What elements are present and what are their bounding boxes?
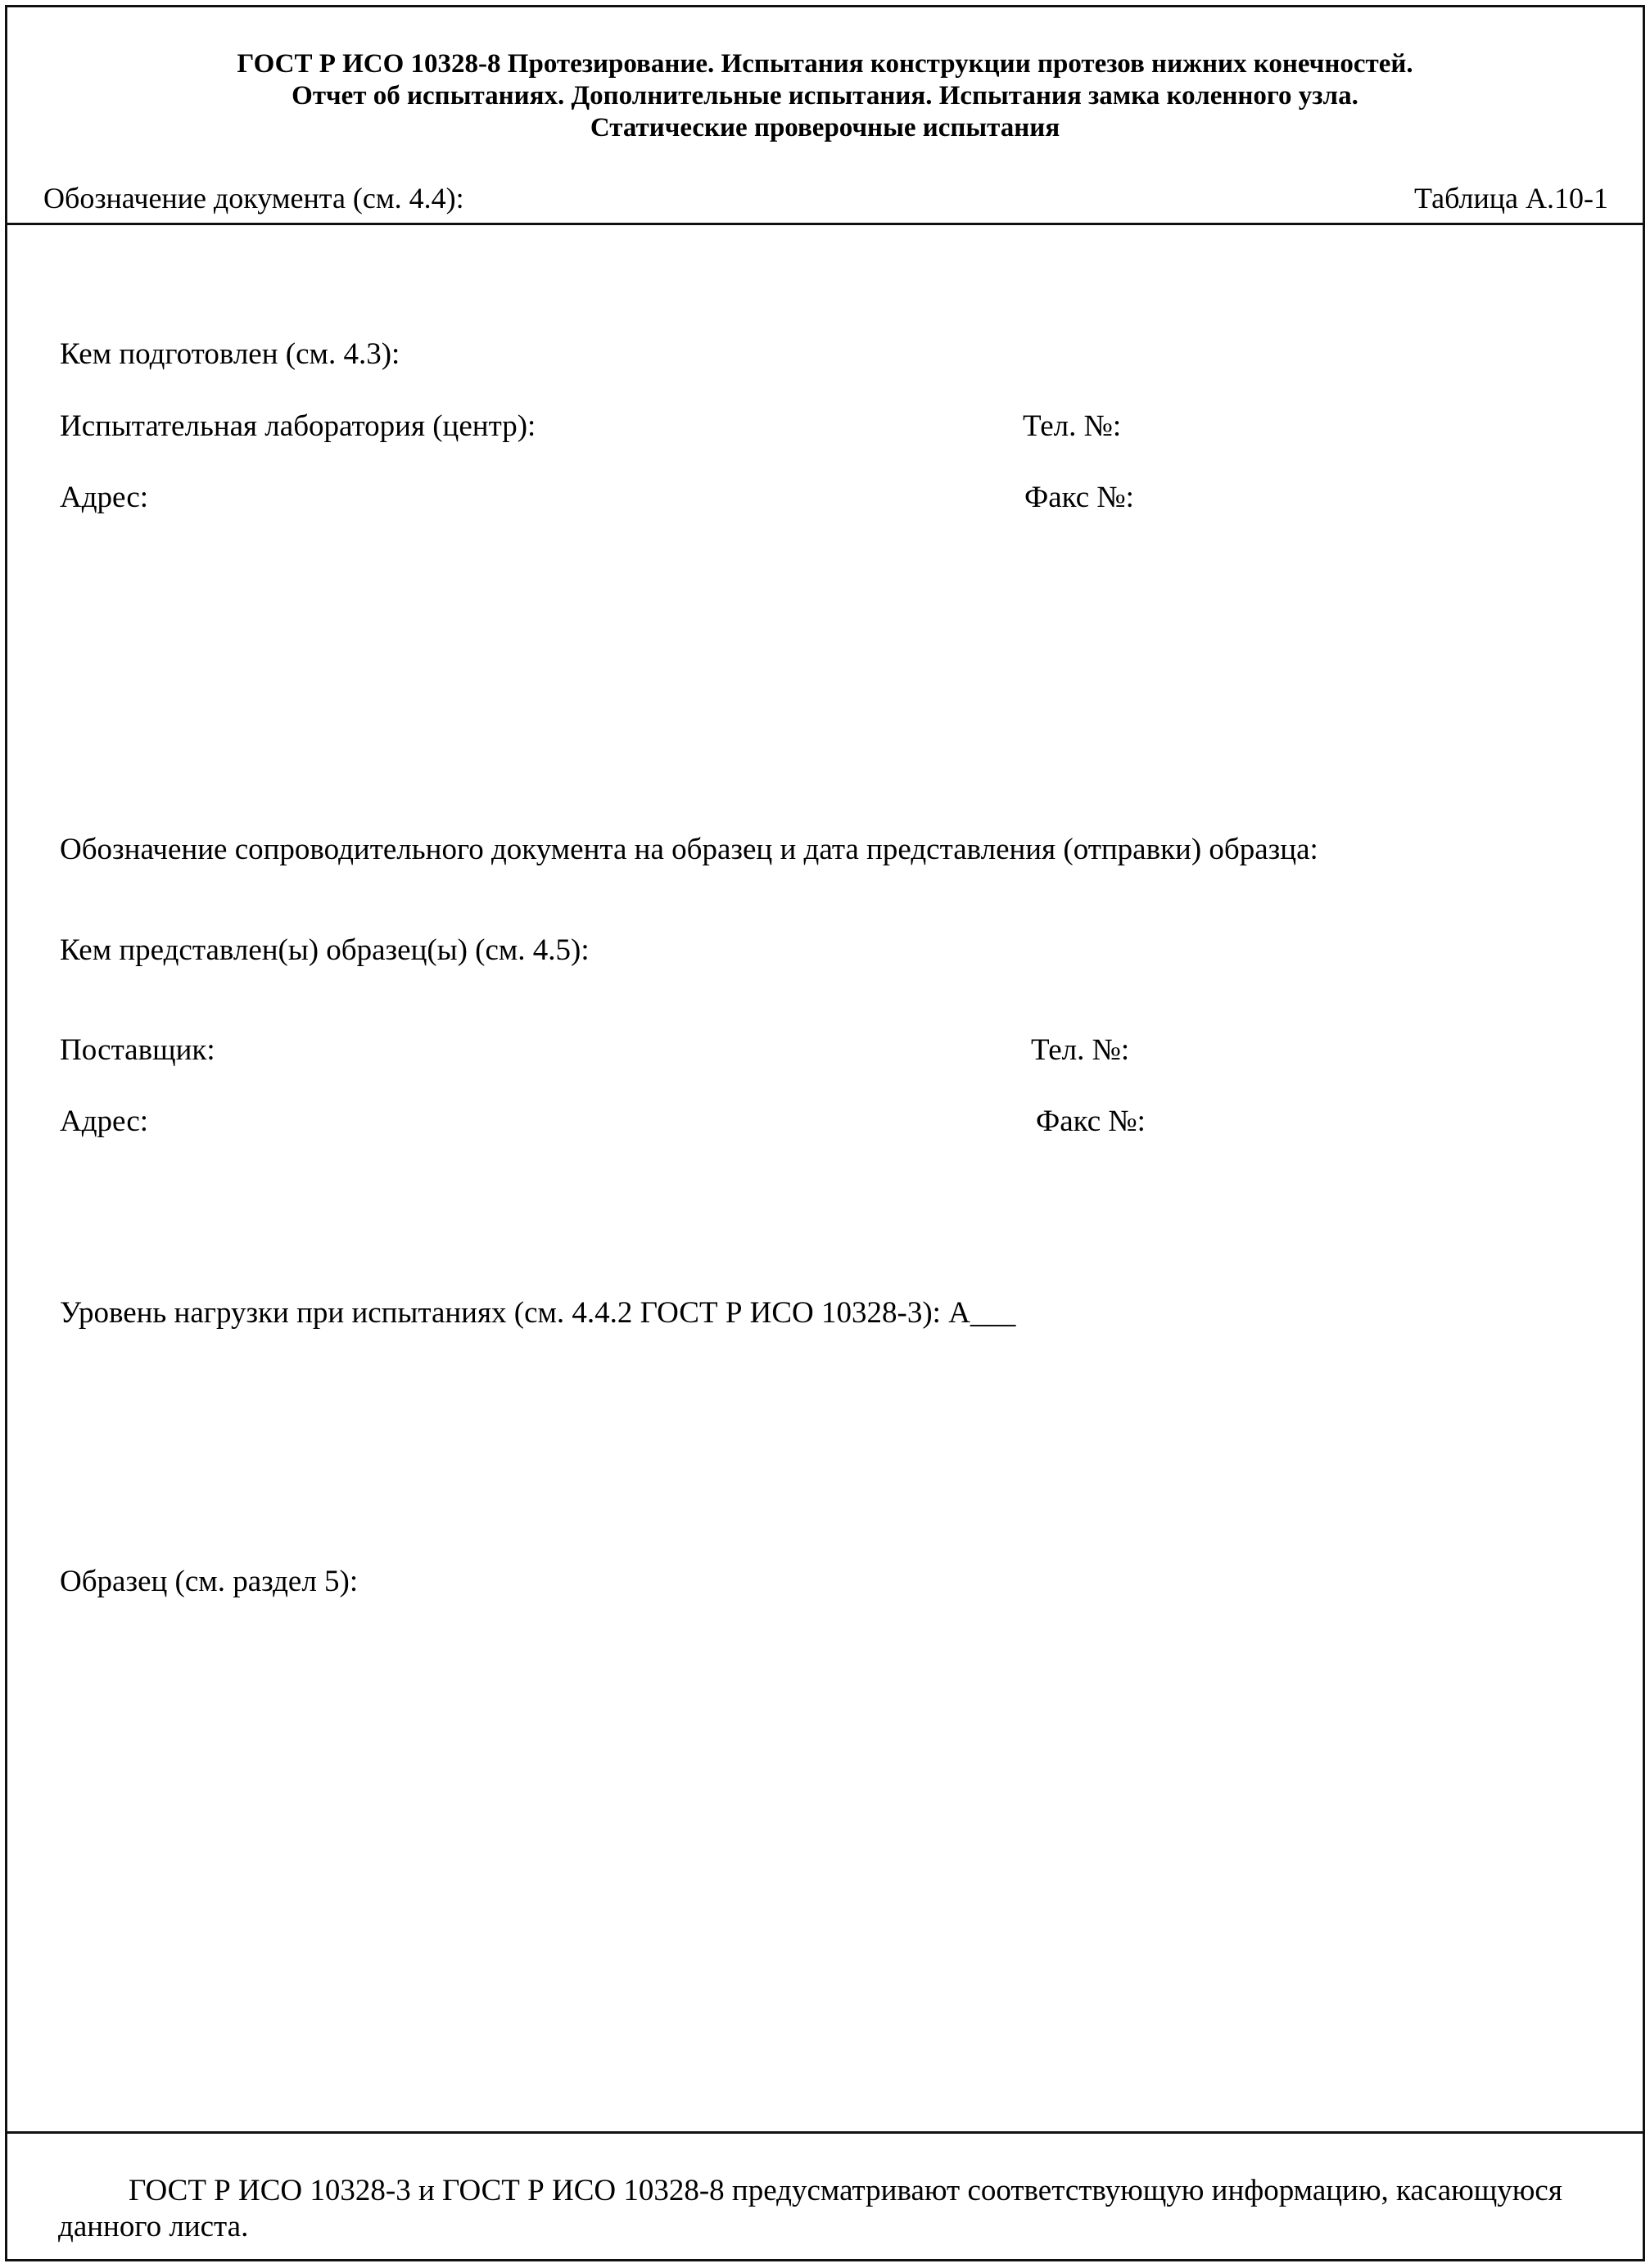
form-header <box>7 7 1643 225</box>
prepared-by-label: Кем подготовлен (см. 4.3): <box>60 337 400 371</box>
test-lab-label: Испытательная лаборатория (центр): <box>60 409 536 443</box>
supplier-phone-label: Тел. №: <box>1031 1033 1130 1067</box>
supplier-address-label: Адрес: <box>60 1105 149 1138</box>
report-form <box>5 5 1645 2261</box>
title-line-2: Отчет об испытаниях. Дополнительные испытания. Испытания замка коленного узла. <box>292 81 1358 111</box>
lab-fax-label: Факс №: <box>1024 481 1134 514</box>
load-level-label: Уровень нагрузки при испытаниях (см. 4.4.2 ГОСТ Р ИСО 10328-3): А___ <box>60 1296 1016 1330</box>
specimen-label: Образец (см. раздел 5): <box>60 1565 359 1598</box>
supplier-label: Поставщик: <box>60 1033 215 1067</box>
lab-phone-label: Тел. №: <box>1023 409 1122 443</box>
form-footer <box>7 2131 1643 2259</box>
title-line-1: ГОСТ Р ИСО 10328-8 Протезирование. Испытания конструкции протезов нижних конечностей. <box>237 49 1413 79</box>
accompanying-document-label: Обозначение сопроводительного документа на образец и дата представления (отправки) образца: <box>60 833 1318 866</box>
footer-note: ГОСТ Р ИСО 10328-3 и ГОСТ Р ИСО 10328-8 предусматривают соответствующую информацию, касающуюся данного листа. <box>58 2174 1562 2243</box>
title-line-3: Статические проверочные испытания <box>590 113 1060 142</box>
lab-address-label: Адрес: <box>60 481 149 514</box>
table-number: Таблица А.10-1 <box>1414 182 1608 215</box>
supplier-fax-label: Факс №: <box>1036 1105 1146 1138</box>
document-title <box>7 48 1643 144</box>
submitted-by-label: Кем представлен(ы) образец(ы) (см. 4.5): <box>60 933 590 967</box>
document-designation-label: Обозначение документа (см. 4.4): <box>43 182 464 215</box>
